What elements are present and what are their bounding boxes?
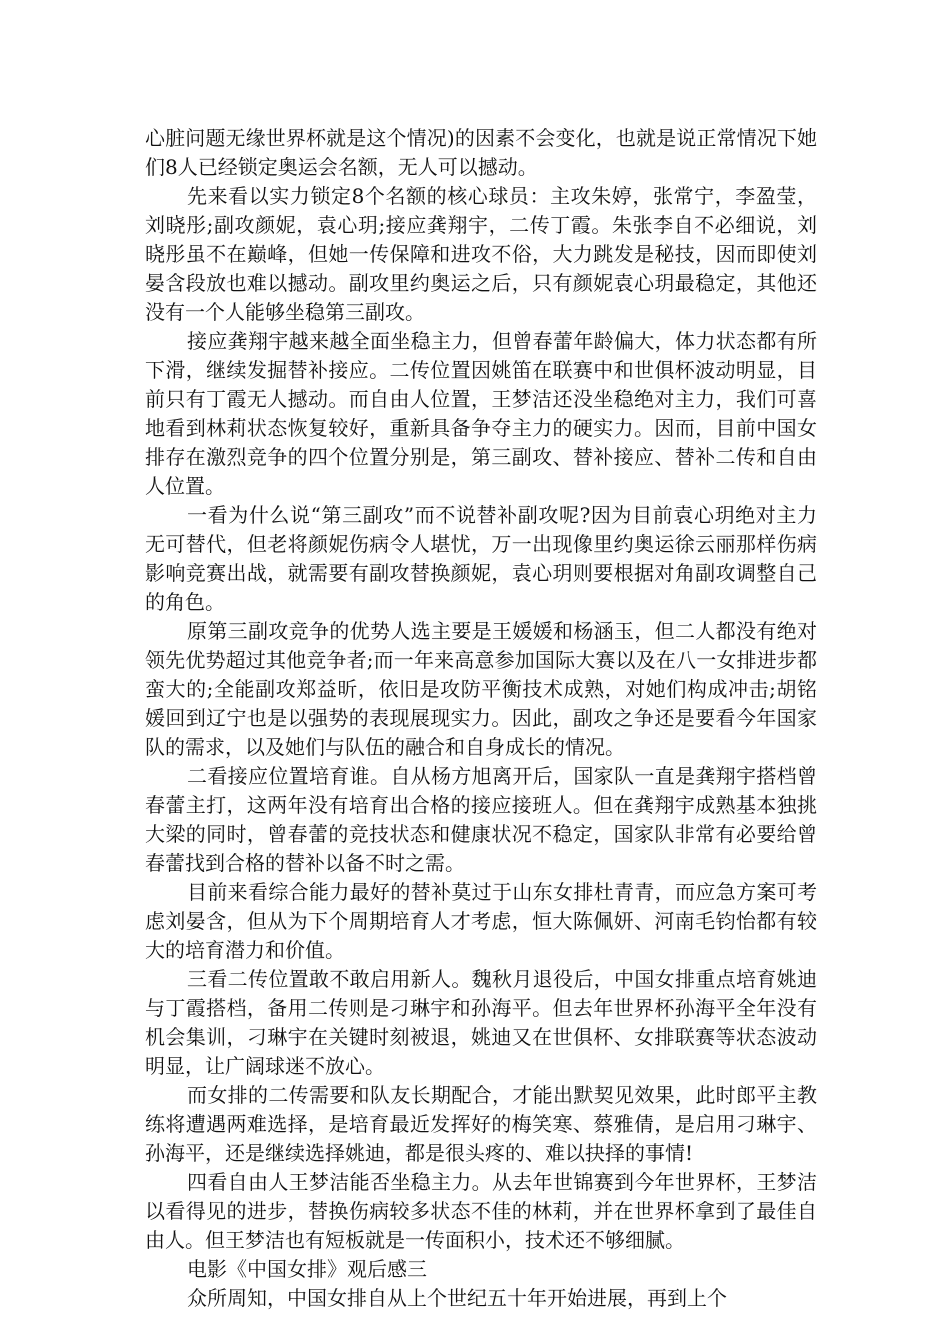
- paragraph-positions: 接应龚翔宇越来越全面坐稳主力，但曾春蕾年龄偏大，体力状态都有所下滑，继续发掘替补接应。二传位置因姚笛在联赛中和世俱杯波动明显，目前只有丁霞无人撼动。而自由人位置，王梦洁还没坐稳绝对主力，我们可喜地看到林莉状态恢复较好，重新具备争夺主力的硬实力。因而，目前中国女排存在激烈竞争的四个位置分别是，第三副攻、替补接应、替补二传和自由人位置。: [145, 329, 817, 498]
- paragraph-setter-choice: 而女排的二传需要和队友长期配合，才能出默契见效果，此时郎平主教练将遭遇两难选择，是培育最近发挥好的梅笑寒、蔡雅倩，是启用刁琳宇、孙海平，还是继续选择姚迪，都是很头疼的、难以抉择的事情!: [145, 1083, 817, 1165]
- paragraph-libero: 四看自由人王梦洁能否坐稳主力。从去年世锦赛到今年世界杯，王梦洁以看得见的进步，替换伤病较多状态不佳的林莉，并在世界杯拿到了最佳自由人。但王梦洁也有短板就是一传面积小，技术还不够细腻。: [145, 1170, 817, 1252]
- paragraph-history: 众所周知，中国女排自从上个世纪五十年开始进展，再到上个: [187, 1286, 727, 1310]
- section-heading: 电影《中国女排》观后感三: [187, 1257, 427, 1281]
- paragraph-continuation: 心脏问题无缘世界杯就是这个情况)的因素不会变化，也就是说正常情况下她们8人已经锁定奥运会名额，无人可以撼动。: [145, 126, 817, 179]
- paragraph-middle-candidates: 原第三副攻竞争的优势人选主要是王媛媛和杨涵玉，但二人都没有绝对领先优势超过其他竞争者;而一年来高意参加国际大赛以及在八一女排进步都蛮大的;全能副攻郑益昕，依旧是攻防平衡技术成熟，对她们构成冲击;胡铭媛回到辽宁也是以强势的表现展现实力。因此，副攻之争还是要看今年国家队的需求，以及她们与队伍的融合和自身成长的情况。: [145, 619, 817, 759]
- paragraph-third-middle: 一看为什么说“第三副攻”而不说替补副攻呢?因为目前袁心玥绝对主力无可替代，但老将颜妮伤病令人堪忧，万一出现像里约奥运徐云丽那样伤病影响竞赛出战，就需要有副攻替换颜妮，袁心玥则要根据对角副攻调整自己的角色。: [145, 503, 817, 614]
- paragraph-opposite-backup: 目前来看综合能力最好的替补莫过于山东女排杜青青，而应急方案可考虑刘晏含，但从为下个周期培育人才考虑，恒大陈佩妍、河南毛钧怡都有较大的培育潜力和价值。: [145, 880, 817, 962]
- article-body: [145, 124, 817, 1313]
- paragraph-setter: 三看二传位置敢不敢启用新人。魏秋月退役后，中国女排重点培育姚迪与丁霞搭档，备用二传则是刁琳宇和孙海平。但去年世界杯孙海平全年没有机会集训，刁琳宇在关键时刻被退，姚迪又在世俱杯、女排联赛等状态波动明显，让广阔球迷不放心。: [145, 967, 817, 1078]
- paragraph-core-players: 先来看以实力锁定8个名额的核心球员：主攻朱婷，张常宁，李盈莹，刘晓彤;副攻颜妮，袁心玥;接应龚翔宇，二传丁霞。朱张李自不必细说，刘晓彤虽不在巅峰，但她一传保障和进攻不俗，大力跳发是秘技，因而即使刘晏含段放也难以撼动。副攻里约奥运之后，只有颜妮袁心玥最稳定，其他还没有一个人能够坐稳第三副攻。: [145, 184, 817, 324]
- paragraph-opposite: 二看接应位置培育谁。自从杨方旭离开后，国家队一直是龚翔宇搭档曾春蕾主打，这两年没有培育出合格的接应接班人。但在龚翔宇成熟基本独挑大梁的同时，曾春蕾的竞技状态和健康状况不稳定，国家队非常有必要给曾春蕾找到合格的替补以备不时之需。: [145, 764, 817, 875]
